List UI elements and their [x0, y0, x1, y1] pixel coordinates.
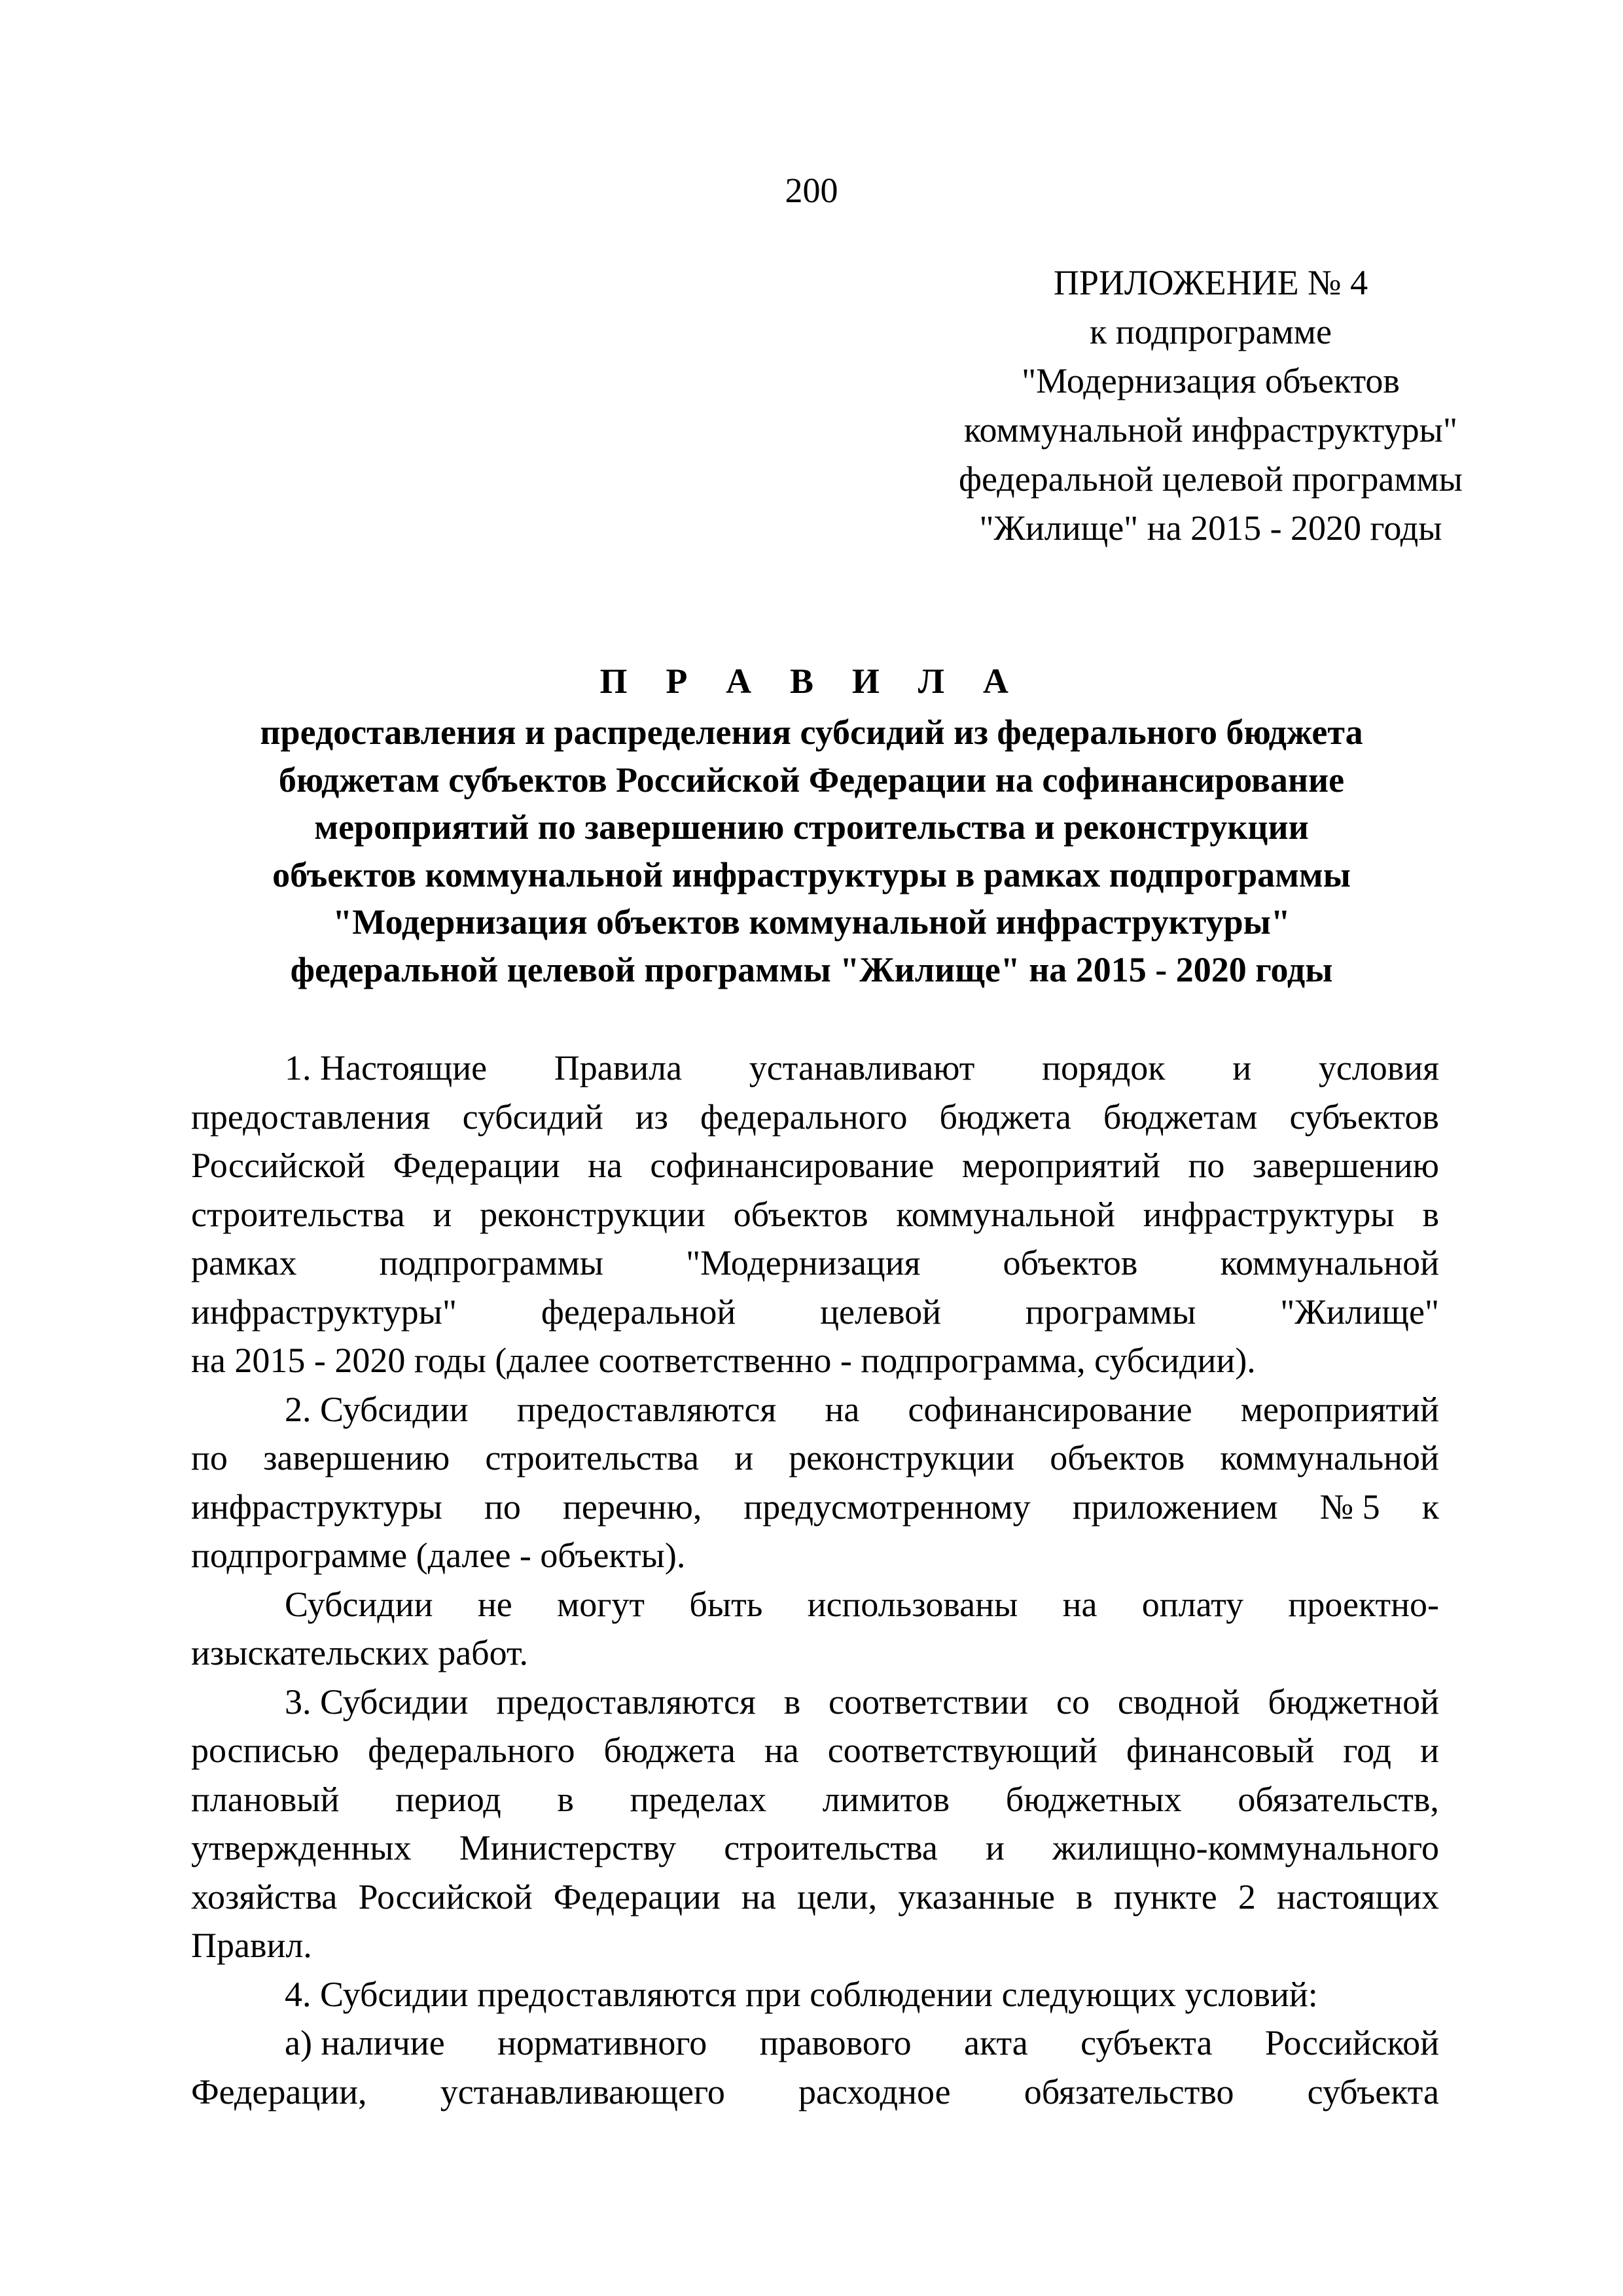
- page-number: 200: [785, 171, 838, 210]
- body-word: на: [588, 1146, 622, 1185]
- body-word: нормативного: [497, 2023, 707, 2062]
- body-word: в: [783, 1682, 801, 1722]
- body-word: соответствующий: [827, 1731, 1097, 1770]
- body-word: и: [734, 1438, 754, 1477]
- body-word: 2. Субсидии: [285, 1389, 469, 1429]
- body-word: на: [741, 1877, 776, 1916]
- body-word: и: [986, 1828, 1005, 1867]
- body-word: плановый: [191, 1779, 340, 1819]
- body-word: в: [1076, 1877, 1093, 1916]
- appendix-header: [812, 258, 1610, 553]
- body-word: предусмотренному: [743, 1487, 1031, 1527]
- body-word: предоставления: [191, 1097, 431, 1137]
- appendix-line: "Жилище" на 2015 - 2020 годы: [979, 508, 1442, 548]
- body-word: финансовый: [1126, 1731, 1315, 1770]
- body-word: предоставляются: [516, 1389, 777, 1429]
- body-word: устанавливают: [749, 1048, 975, 1087]
- body-word: изыскательских работ.: [191, 1633, 528, 1672]
- body-word: реконструкции: [789, 1438, 1015, 1477]
- body-word: инфраструктуры: [191, 1487, 442, 1527]
- body-word: указанные: [898, 1877, 1056, 1916]
- appendix-line: к подпрограмме: [1090, 312, 1332, 351]
- body-word: быть: [689, 1584, 763, 1624]
- body-word: подпрограмме (далее - объекты).: [191, 1536, 686, 1575]
- body-word: бюджета: [603, 1731, 736, 1770]
- body-word: завершению: [263, 1438, 450, 1477]
- body-word: могут: [557, 1584, 645, 1624]
- body-word: рамках: [191, 1243, 297, 1282]
- body-word: объектов: [1003, 1243, 1138, 1282]
- body-word: период: [395, 1779, 501, 1819]
- body-word: условия: [1318, 1048, 1439, 1087]
- body-line: [191, 1970, 1439, 2019]
- body-word: субъектов: [1289, 1097, 1439, 1137]
- body-word: Федерации,: [191, 2072, 367, 2111]
- body-line: [191, 1726, 1439, 1775]
- body-word: объектов: [1050, 1438, 1185, 1477]
- body-word: федерального: [700, 1097, 908, 1137]
- body-word: приложением: [1072, 1487, 1278, 1527]
- body-line: [191, 1629, 1439, 1678]
- body-line: [191, 1483, 1439, 1532]
- body-word: пределах: [630, 1779, 767, 1819]
- body-word: завершению: [1252, 1146, 1439, 1185]
- appendix-line: ПРИЛОЖЕНИЕ № 4: [1053, 263, 1368, 302]
- document-title: П Р А В И Л А: [599, 662, 1024, 701]
- body-word: бюджетной: [1268, 1682, 1439, 1722]
- body-line: [191, 1141, 1439, 1190]
- body-line: [191, 1239, 1439, 1288]
- body-word: акта: [963, 2023, 1028, 2062]
- body-word: 2: [1238, 1877, 1256, 1916]
- body-word: оплату: [1141, 1584, 1244, 1624]
- body-word: строительства: [485, 1438, 700, 1477]
- body-word: расходное: [798, 2072, 951, 2111]
- body-word: коммунальной: [896, 1194, 1115, 1234]
- body-word: и: [1232, 1048, 1252, 1087]
- body-word: настоящих: [1276, 1877, 1439, 1916]
- body-word: и: [1420, 1731, 1439, 1770]
- body-word: порядок: [1042, 1048, 1166, 1087]
- subtitle-line: объектов коммунальной инфраструктуры в рамках подпрограммы: [272, 855, 1351, 894]
- body-word: федеральной: [541, 1292, 736, 1332]
- body-word: Российской: [358, 1877, 533, 1916]
- body-word: по: [1188, 1146, 1225, 1185]
- body-word: хозяйства: [191, 1877, 338, 1916]
- body-line: [191, 2019, 1439, 2068]
- body-word: утвержденных: [191, 1828, 412, 1867]
- body-word: устанавливающего: [440, 2072, 725, 2111]
- document-subtitle: [0, 709, 1623, 993]
- body-word: строительства: [191, 1194, 405, 1234]
- body-word: соответствии: [829, 1682, 1029, 1722]
- body-word: на: [825, 1389, 860, 1429]
- body-word: лимитов: [822, 1779, 950, 1819]
- body-word: софинансирование: [650, 1146, 935, 1185]
- body-line: [191, 1824, 1439, 1873]
- body-line: [191, 1434, 1439, 1483]
- subtitle-line: "Модернизация объектов коммунальной инфраструктуры": [332, 902, 1291, 942]
- body-word: "Модернизация: [686, 1243, 921, 1282]
- body-word: обязательств,: [1238, 1779, 1439, 1819]
- body-word: Министерству: [459, 1828, 677, 1867]
- body-word: на: [1062, 1584, 1097, 1624]
- body-word: в: [1422, 1194, 1439, 1234]
- body-line: [191, 1678, 1439, 1727]
- body-line: [191, 1775, 1439, 1824]
- subtitle-line: предоставления и распределения субсидий из федерального бюджета: [260, 713, 1363, 752]
- body-word: по: [484, 1487, 521, 1527]
- body-word: к: [1421, 1487, 1439, 1527]
- body-word: подпрограммы: [379, 1243, 604, 1282]
- body-word: коммунальной: [1220, 1243, 1439, 1282]
- body-word: Российской: [1264, 2023, 1439, 2062]
- body-word: Субсидии: [285, 1584, 433, 1624]
- body-word: "Жилище": [1280, 1292, 1439, 1332]
- body-word: из: [635, 1097, 668, 1137]
- body-word: в: [557, 1779, 574, 1819]
- document-body: [191, 1044, 1439, 2116]
- body-word: строительства: [724, 1828, 938, 1867]
- body-word: а) наличие: [285, 2023, 445, 2062]
- body-word: № 5: [1319, 1487, 1380, 1527]
- body-word: реконструкции: [480, 1194, 705, 1234]
- body-word: программы: [1025, 1292, 1196, 1332]
- body-word: росписью: [191, 1731, 340, 1770]
- body-word: использованы: [807, 1584, 1018, 1624]
- body-word: субъекта: [1080, 2023, 1213, 2062]
- body-word: инфраструктуры: [1143, 1194, 1395, 1234]
- body-word: предоставляются: [496, 1682, 756, 1722]
- body-word: софинансирование: [908, 1389, 1192, 1429]
- appendix-line: федеральной целевой программы: [959, 459, 1463, 499]
- subtitle-line: мероприятий по завершению строительства и реконструкции: [314, 807, 1309, 847]
- subtitle-line: федеральной целевой программы "Жилище" на 2015 - 2020 годы: [290, 949, 1333, 989]
- body-word: на: [764, 1731, 799, 1770]
- body-word: 3. Субсидии: [285, 1682, 469, 1722]
- body-word: бюджетных: [1005, 1779, 1182, 1819]
- body-word: правового: [759, 2023, 912, 2062]
- body-word: по: [191, 1438, 228, 1477]
- body-line: [191, 1531, 1439, 1580]
- body-word: объектов: [733, 1194, 868, 1234]
- body-word: мероприятий: [1240, 1389, 1439, 1429]
- body-word: не: [477, 1584, 512, 1624]
- body-word: бюджета: [939, 1097, 1071, 1137]
- body-word: пункте: [1113, 1877, 1217, 1916]
- body-word: федерального: [368, 1731, 575, 1770]
- body-word: год: [1343, 1731, 1391, 1770]
- body-line: [191, 2068, 1439, 2117]
- body-word: Правила: [554, 1048, 683, 1087]
- body-line: [191, 1921, 1439, 1970]
- body-word: Российской: [191, 1146, 366, 1185]
- appendix-line: коммунальной инфраструктуры": [963, 410, 1458, 450]
- body-line: [191, 1580, 1439, 1629]
- body-line: [191, 1385, 1439, 1434]
- body-word: жилищно-коммунального: [1052, 1828, 1439, 1867]
- body-word: перечню,: [562, 1487, 702, 1527]
- body-word: Федерации: [553, 1877, 721, 1916]
- body-word: субсидий: [462, 1097, 603, 1137]
- subtitle-line: бюджетам субъектов Российской Федерации на софинансирование: [278, 760, 1345, 800]
- body-word: 4. Субсидии предоставляются при соблюдении следующих условий:: [285, 1974, 1318, 2014]
- body-word: Федерации: [393, 1146, 560, 1185]
- body-word: целевой: [820, 1292, 941, 1332]
- body-word: и: [433, 1194, 452, 1234]
- body-word: обязательство: [1024, 2072, 1234, 2111]
- appendix-line: "Модернизация объектов: [1022, 361, 1400, 400]
- body-word: субъекта: [1307, 2072, 1439, 2111]
- body-line: [191, 1044, 1439, 1093]
- body-word: на 2015 - 2020 годы (далее соответственно - подпрограмма, субсидии).: [191, 1341, 1256, 1380]
- body-line: [191, 1093, 1439, 1142]
- body-line: [191, 1873, 1439, 1922]
- body-line: [191, 1288, 1439, 1337]
- body-word: проектно-: [1288, 1584, 1439, 1624]
- body-line: [191, 1336, 1439, 1385]
- body-word: бюджетам: [1103, 1097, 1258, 1137]
- body-word: Правил.: [191, 1926, 312, 1965]
- body-line: [191, 1190, 1439, 1239]
- body-word: инфраструктуры": [191, 1292, 457, 1332]
- body-word: 1. Настоящие: [285, 1048, 488, 1087]
- body-word: коммунальной: [1220, 1438, 1439, 1477]
- body-word: со: [1056, 1682, 1090, 1722]
- body-word: мероприятий: [961, 1146, 1161, 1185]
- body-word: цели,: [796, 1877, 878, 1916]
- body-word: сводной: [1117, 1682, 1240, 1722]
